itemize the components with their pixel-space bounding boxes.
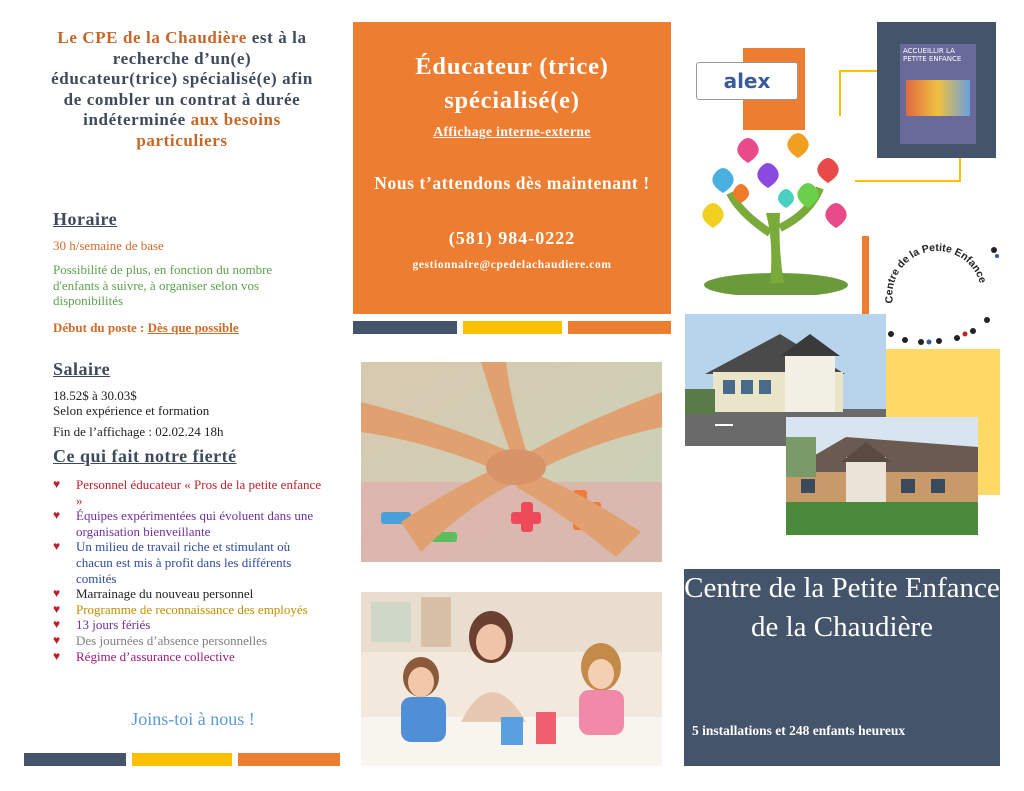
benefit-text: Marrainage du nouveau personnel [76, 586, 254, 602]
join-us-text: Joins-toi à nous ! [131, 709, 255, 729]
heart-icon: ♥ [53, 586, 61, 601]
job-title: Éducateur (trice) spécialisé(e) [415, 53, 609, 114]
hours-text: 30 h/semaine de base [53, 238, 164, 253]
daycare-building-photo-2 [786, 417, 978, 535]
benefit-item [53, 617, 323, 633]
phone-number[interactable]: (581) 984-0222 [448, 228, 576, 248]
salary-range: 18.52$ à 30.03$ [53, 388, 137, 403]
heart-icon: ♥ [53, 539, 61, 554]
hands-together-photo [361, 362, 662, 562]
tree-logo [700, 133, 852, 295]
benefit-item [53, 477, 323, 508]
book-title: ACCUEILLIR LA PETITE ENFANCE [903, 47, 962, 63]
salary-note: Selon expérience et formation [53, 403, 210, 418]
heart-icon: ♥ [53, 477, 61, 491]
heart-icon: ♥ [53, 508, 61, 523]
teacher-children-photo [361, 592, 662, 766]
book-frame [877, 22, 996, 158]
centre-name: Centre de la Petite Enfance de la Chaudière [684, 572, 1000, 643]
deco-bar-orange-mid [568, 321, 671, 334]
cpe-circle-logo [869, 228, 1002, 349]
benefit-item [53, 586, 323, 602]
start-label: Début du poste : [53, 320, 148, 335]
heart-icon: ♥ [53, 648, 61, 663]
deco-line [839, 70, 877, 72]
start-value: Dès que possible [147, 320, 239, 335]
benefit-item [53, 602, 323, 618]
centre-info-box [684, 569, 1000, 766]
salaire-heading: Salaire [53, 359, 111, 379]
benefit-item [53, 539, 323, 586]
horaire-heading: Horaire [53, 209, 118, 229]
book-cover-image [900, 44, 976, 144]
intro-highlight: aux besoins particuliers [136, 110, 281, 150]
deco-bar-orange [238, 753, 340, 766]
deco-bar-yellow [132, 753, 232, 766]
deco-line [855, 180, 961, 182]
deco-line [959, 158, 961, 182]
benefit-item [53, 633, 323, 649]
centre-tagline: 5 installations et 248 enfants heureux [692, 723, 906, 738]
benefit-text: Programme de reconnaissance des employés [76, 601, 308, 617]
fierte-heading: Ce qui fait notre fierté [53, 446, 237, 466]
alex-logo [696, 62, 798, 100]
benefit-item [53, 649, 323, 665]
deco-bar-slate-mid [353, 321, 457, 334]
deco-line [839, 70, 841, 116]
intro-body: est à la recherche d’un(e) éducateur(trice) spécialisé(e) afin de combler un contrat à durée indéterminée [51, 28, 313, 130]
benefit-text: 13 jours fériés [76, 617, 151, 633]
possibility-text: Possibilité de plus, en fonction du nombre d'enfants à suivre, à organiser selon vos disponibilités [53, 262, 273, 308]
benefit-text: Régime d’assurance collective [76, 648, 235, 664]
posting-type: Affichage interne-externe [433, 124, 591, 139]
waiting-text: Nous t’attendons dès maintenant ! [374, 173, 650, 193]
benefit-item [53, 508, 323, 539]
start-date [53, 320, 303, 336]
deco-bar-yellow-mid [463, 321, 562, 334]
intro-paragraph [48, 28, 316, 152]
posting-end: Fin de l’affichage : 02.02.24 18h [53, 424, 224, 439]
job-poster-panel [353, 22, 671, 314]
benefit-text: Équipes expérimentées qui évoluent dans une organisation bienveillante [76, 508, 314, 539]
benefit-text: Des journées d’absence personnelles [76, 632, 267, 648]
intro-org-name: Le CPE de la Chaudière [57, 28, 247, 47]
heart-icon: ♥ [53, 617, 61, 632]
alex-logo-text: alex [723, 69, 771, 93]
heart-icon: ♥ [53, 601, 61, 616]
benefit-text: Un milieu de travail riche et stimulant où chacun est mis à profit dans les différents comités [76, 539, 292, 586]
circle-logo-text: Centre de la Petite Enfance [883, 241, 989, 304]
deco-bar-slate [24, 753, 126, 766]
benefits-list [53, 477, 323, 664]
svg-text:Centre de la Petite Enfance de [869, 228, 990, 304]
email-address[interactable]: gestionnaire@cpedelachaudiere.com [412, 259, 612, 271]
benefit-text: Personnel éducateur « Pros de la petite enfance » [76, 477, 322, 508]
heart-icon: ♥ [53, 632, 61, 647]
